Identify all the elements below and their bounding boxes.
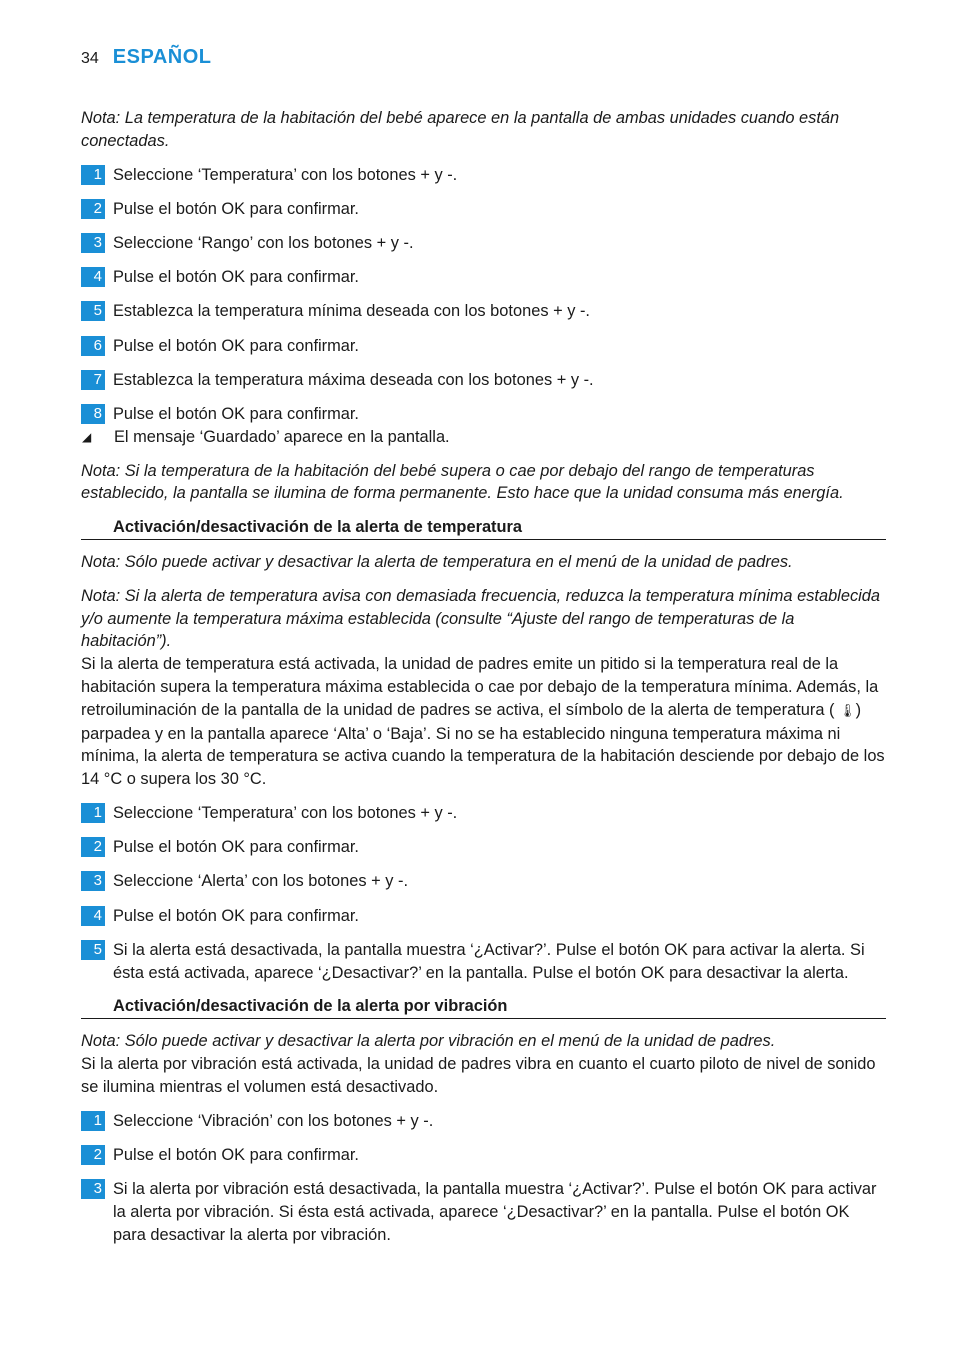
step-item: [81, 164, 886, 187]
step-number: 7: [81, 370, 105, 390]
step-item: [81, 266, 886, 289]
step-number: 4: [81, 906, 105, 926]
step-text: Seleccione ‘Alerta’ con los botones + y -.: [113, 872, 409, 891]
step-item: [81, 335, 886, 358]
step-item: [81, 870, 886, 893]
step-number: 3: [81, 871, 105, 891]
result-line: [81, 426, 886, 449]
thermometer-icon: 🌡: [839, 702, 856, 718]
steps-alert-list: [81, 802, 886, 984]
step-number: 1: [81, 1111, 105, 1131]
step-text: Pulse el botón OK para confirmar.: [113, 838, 359, 857]
step-number: 3: [81, 233, 105, 253]
step-text: Pulse el botón OK para confirmar.: [113, 404, 359, 423]
body-vibration-alert: Si la alerta por vibración está activada, la unidad de padres vibra en cuanto el cuarto piloto de nivel de sonido se ilumina mientras el volumen está desactivado.: [81, 1055, 876, 1096]
step-number: 5: [81, 940, 105, 960]
step-number: 1: [81, 165, 105, 185]
step-item: [81, 836, 886, 859]
step-item: [81, 403, 886, 426]
step-item: [81, 939, 886, 985]
step-text: Pulse el botón OK para confirmar.: [113, 268, 359, 287]
step-item: [81, 905, 886, 928]
step-number: 8: [81, 404, 105, 424]
step-number: 2: [81, 199, 105, 219]
step-text: Pulse el botón OK para confirmar.: [113, 199, 359, 218]
triangle-right-icon: ◢: [82, 429, 92, 444]
step-number: 2: [81, 837, 105, 857]
step-number: 5: [81, 301, 105, 321]
step-number: 1: [81, 803, 105, 823]
step-text: Pulse el botón OK para confirmar.: [113, 906, 359, 925]
step-item: [81, 802, 886, 825]
steps-vibration-list: [81, 1110, 886, 1247]
step-text: Seleccione ‘Temperatura’ con los botones + y -.: [113, 165, 458, 184]
note-parent-menu-temperature: Nota: Sólo puede activar y desactivar la alerta de temperatura en el menú de la unidad de padres.: [81, 553, 793, 572]
note-alert-frequency: Nota: Si la alerta de temperatura avisa con demasiada frecuencia, reduzca la temperatura mínima establecida y/o aumente la temperatura máxima establecida (consulte “Ajuste del rango de temperaturas de la habitación”).: [81, 586, 881, 651]
step-number: 3: [81, 1179, 105, 1199]
step-number: 4: [81, 267, 105, 287]
step-text: Establezca la temperatura máxima deseada con los botones + y -.: [113, 370, 594, 389]
note-temperature-display: Nota: La temperatura de la habitación del bebé aparece en la pantalla de ambas unidades cuando están conectadas.: [81, 109, 840, 150]
page-content: [81, 107, 886, 1247]
step-text: Si la alerta por vibración está desactivada, la pantalla muestra ‘¿Activar?’. Pulse el botón OK para activar la alerta por vibración. Si ésta está activada, aparece ‘¿Desactivar?’ en la pantalla. Pulse el botón OK para desactivar la alerta por vibración.: [113, 1180, 877, 1244]
step-text: Pulse el botón OK para confirmar.: [113, 336, 359, 355]
body-text-part: ) parpadea y en la pantalla aparece ‘Alta’ o ‘Baja’. Si no se ha establecido ninguna temperatura máxima ni mínima, la alerta de temperatura se activa cuando la temperatura de la habitación desciende por debajo de los 14 °C o supera los 30 °C.: [81, 700, 885, 789]
section-heading-temperature-alert: Activación/desactivación de la alerta de temperatura: [81, 516, 886, 540]
step-number: 6: [81, 336, 105, 356]
steps-range-list: [81, 164, 886, 426]
step-item: [81, 198, 886, 221]
step-text: Pulse el botón OK para confirmar.: [113, 1145, 359, 1164]
step-item: [81, 232, 886, 255]
step-text: Seleccione ‘Vibración’ con los botones + y -.: [113, 1111, 434, 1130]
step-item: [81, 1178, 886, 1246]
step-number: 2: [81, 1145, 105, 1165]
step-item: [81, 1110, 886, 1133]
note-parent-menu-vibration: Nota: Sólo puede activar y desactivar la alerta por vibración en el menú de la unidad de padres.: [81, 1032, 776, 1051]
step-text: Si la alerta está desactivada, la pantalla muestra ‘¿Activar?’. Pulse el botón OK para activar la alerta. Si ésta está activada, aparece ‘¿Desactivar?’ en la pantalla. Pulse el botón OK para desactivar la alerta.: [113, 940, 865, 982]
body-temperature-alert: [81, 653, 886, 791]
page-header: [81, 46, 212, 76]
section-language-title: ESPAÑOL: [112, 46, 212, 68]
page-number: 34: [81, 50, 99, 67]
step-item: [81, 300, 886, 323]
section-heading-vibration-alert: Activación/desactivación de la alerta por vibración: [81, 995, 886, 1019]
result-text: El mensaje ‘Guardado’ aparece en la pantalla.: [114, 427, 450, 446]
step-item: [81, 369, 886, 392]
step-text: Seleccione ‘Rango’ con los botones + y -.: [113, 233, 414, 252]
body-text-part: Si la alerta de temperatura está activada, la unidad de padres emite un pitido si la temperatura real de la habitación supera la temperatura máxima establecida o cae por debajo de la temperatura mínima. Además, la retroiluminación de la pantalla de la unidad de padres se activa, el símbolo de la alerta de temperatura (: [81, 655, 879, 719]
note-range-exceeded: Nota: Si la temperatura de la habitación del bebé supera o cae por debajo del rango de temperaturas establecido, la pantalla se ilumina de forma permanente. Esto hace que la unidad consuma más energía.: [81, 461, 844, 503]
step-text: Establezca la temperatura mínima deseada con los botones + y -.: [113, 302, 590, 321]
step-item: [81, 1144, 886, 1167]
step-text: Seleccione ‘Temperatura’ con los botones + y -.: [113, 804, 458, 823]
